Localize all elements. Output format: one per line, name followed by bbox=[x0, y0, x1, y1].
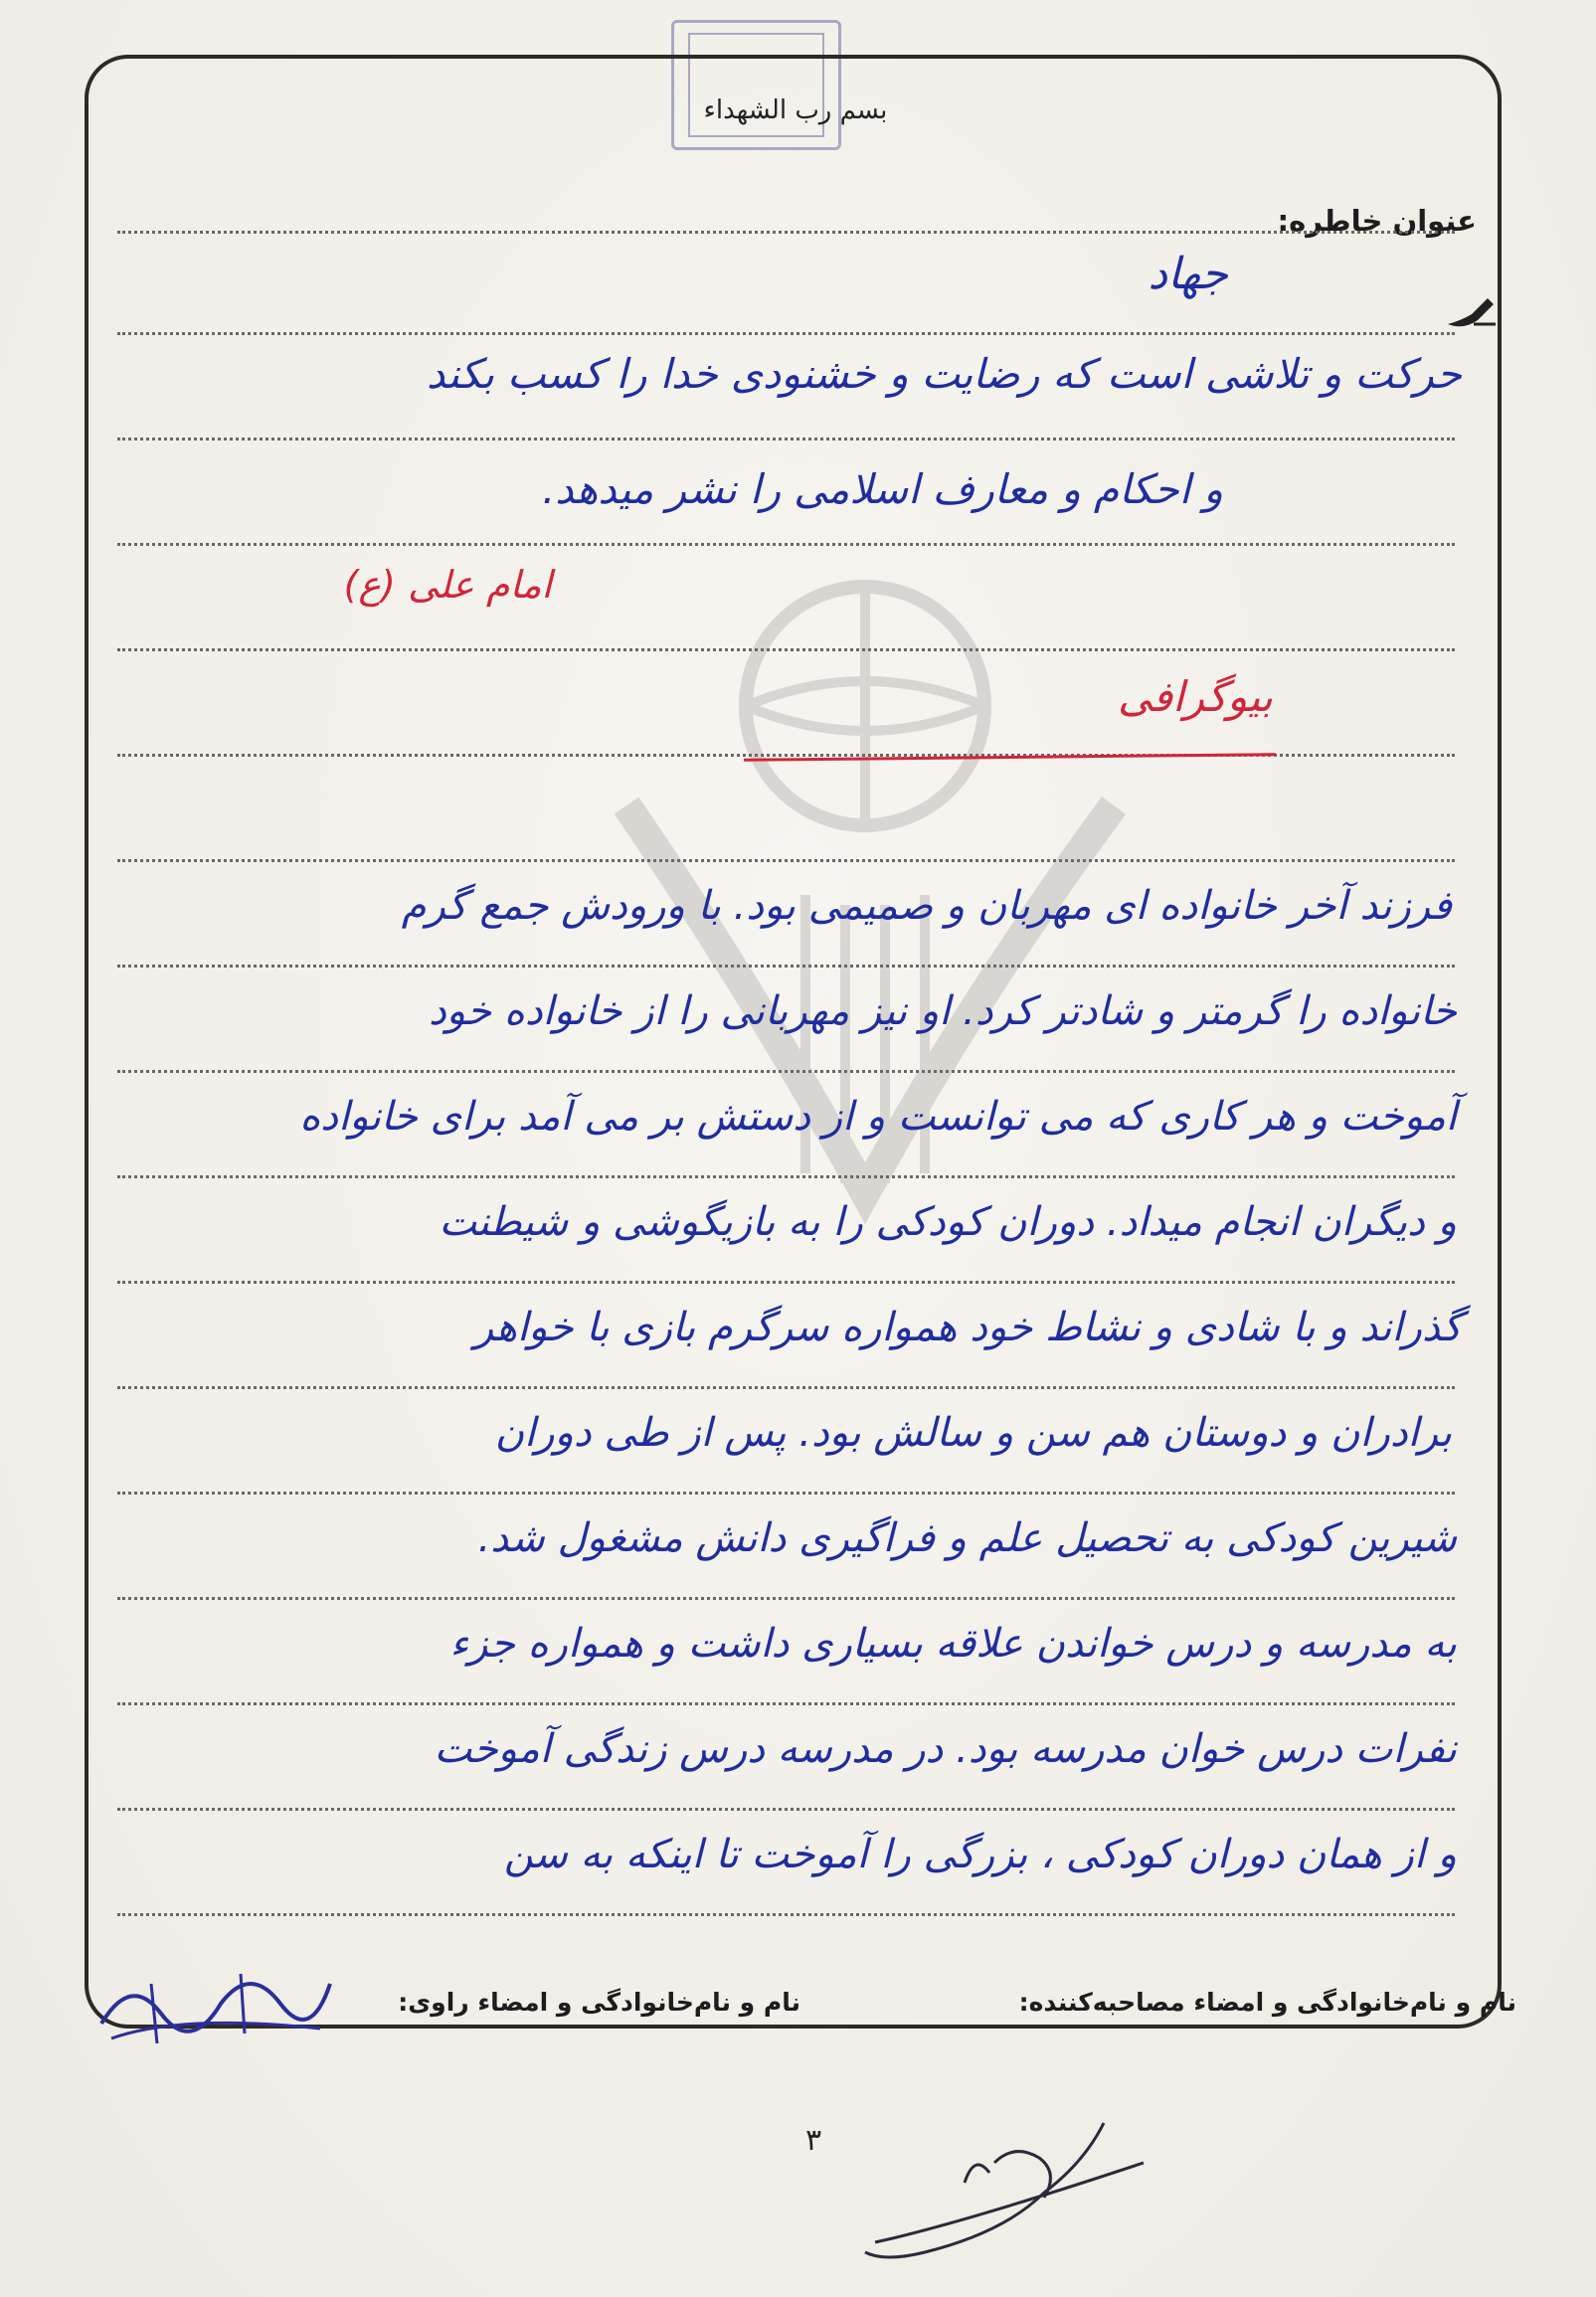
dotted-line bbox=[117, 1492, 1455, 1495]
biography-line: فرزند آخر خانواده ای مهربان و صمیمی بود. با ورودش جمع گرم bbox=[401, 883, 1452, 929]
quote-line: حرکت و تلاشی است که رضایت و خشنودی خدا را کسب بکند bbox=[427, 350, 1462, 398]
dotted-line bbox=[117, 332, 1455, 335]
biography-line: و دیگران انجام میداد. دوران کودکی را به بازیگوشی و شیطنت bbox=[439, 1199, 1457, 1245]
memory-title-value: جهاد bbox=[1148, 249, 1228, 299]
biography-line: نفرات درس خوان مدرسه بود. در مدرسه درس زندگی آموخت bbox=[434, 1726, 1457, 1772]
biography-line: و از همان دوران کودکی ، بزرگی را آموخت تا اینکه به سن bbox=[503, 1832, 1457, 1877]
biography-line: شیرین کودکی به تحصیل علم و فراگیری دانش مشغول شد. bbox=[477, 1515, 1457, 1561]
dotted-line bbox=[117, 648, 1455, 651]
dotted-line bbox=[117, 859, 1455, 862]
narrator-signature-label: نام و نام‌خانوادگی و امضاء راوی: bbox=[398, 1988, 800, 2017]
dotted-line bbox=[117, 1070, 1455, 1073]
dotted-line bbox=[117, 1175, 1455, 1178]
dotted-line bbox=[117, 1913, 1455, 1916]
interviewer-signature-label: نام و نام‌خانوادگی و امضاء مصاحبه‌کننده: bbox=[1018, 1988, 1516, 2017]
biography-line: برادران و دوستان هم سن و سالش بود. پس از طی دوران bbox=[494, 1410, 1452, 1456]
dotted-line bbox=[117, 1281, 1455, 1284]
page-number: ۳ bbox=[805, 2123, 822, 2158]
dotted-line bbox=[117, 231, 1455, 234]
dotted-line bbox=[117, 1597, 1455, 1600]
quote-source: امام علی (ع) bbox=[343, 563, 552, 607]
narrator-signature bbox=[91, 1944, 340, 2063]
dotted-line bbox=[117, 543, 1455, 546]
dotted-line bbox=[117, 1702, 1455, 1705]
dotted-line bbox=[117, 438, 1455, 441]
basmala-heading: بسم رب الشهداء bbox=[703, 95, 888, 125]
dotted-line bbox=[117, 1808, 1455, 1811]
memory-title-label: عنوان خاطره: bbox=[1277, 204, 1477, 238]
biography-heading: بیوگرافی bbox=[1118, 672, 1273, 721]
dotted-line bbox=[117, 965, 1455, 968]
biography-line: آموخت و هر کاری که می توانست و از دستش بر می آمد برای خانواده bbox=[299, 1094, 1457, 1140]
quote-line: و احکام و معارف اسلامی را نشر میدهد. bbox=[542, 465, 1223, 513]
biography-line: خانواده را گرمتر و شادتر کرد. او نیز مهربانی را از خانواده خود bbox=[428, 988, 1457, 1034]
pen-writing-icon bbox=[1444, 290, 1500, 332]
biography-line: به مدرسه و درس خواندن علاقه بسیاری داشت و همواره جزء bbox=[449, 1621, 1457, 1667]
biography-line: گذراند و با شادی و نشاط خود همواره سرگرم بازی با خواهر bbox=[473, 1305, 1462, 1350]
interviewer-signature bbox=[845, 2103, 1163, 2277]
dotted-line bbox=[117, 1386, 1455, 1389]
